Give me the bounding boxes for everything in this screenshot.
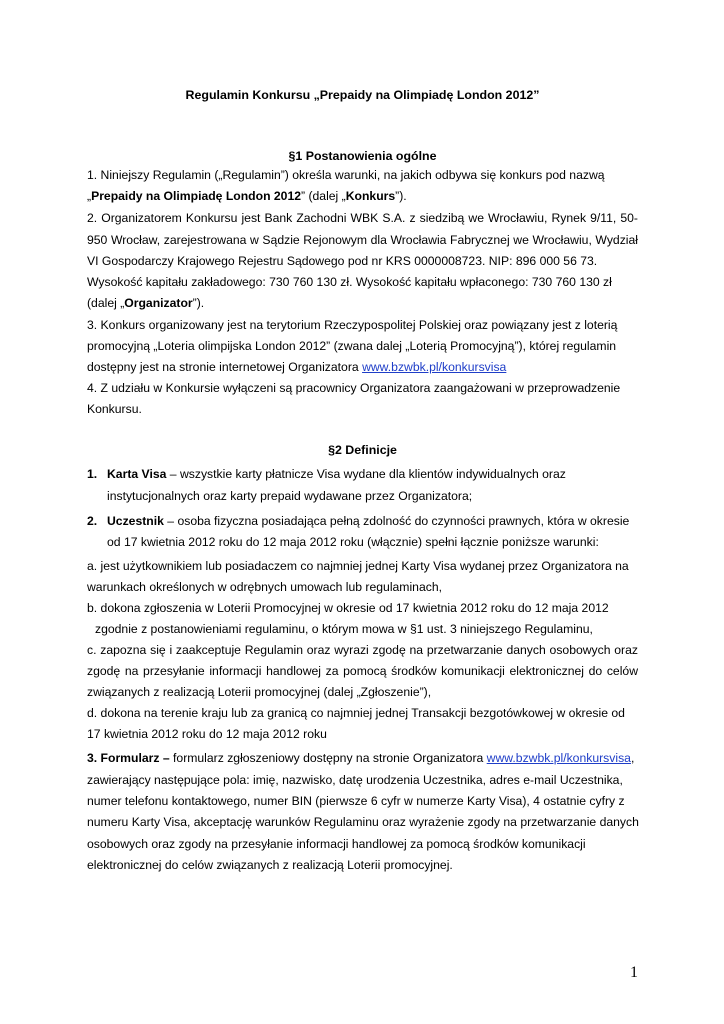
s2-b-line2: zgodnie z postanowieniami regulaminu, o którym mowa w §1 ust. 3 niniejszego Regulaminu,	[95, 622, 593, 636]
s1-p3-line3: dostępny jest na stronie internetowej Organizatora www.bzwbk.pl/konkursvisa	[87, 360, 507, 374]
section-1-heading: §1 Postanowienia ogólne	[288, 149, 437, 163]
s1-p1-line1: 1. Niniejszy Regulamin („Regulamin”) określa warunki, na jakich odbywa się konkurs pod nazwą	[87, 168, 605, 182]
s2-def3-line5: osobowych oraz zgody na przesyłanie informacji handlowej za pomocą środków komunikacji	[87, 837, 586, 851]
s1-p2-line4: Wysokość kapitału zakładowego: 730 760 130 zł. Wysokość kapitału wpłaconego: 730 760 130 zł	[87, 275, 612, 289]
s2-def1-line2: instytucjonalnych oraz karty prepaid wydawane przez Organizatora;	[107, 489, 473, 503]
s2-a-line1: a. jest użytkownikiem lub posiadaczem co najmniej jednej Karty Visa wydanej przez Organizatora na	[87, 559, 629, 573]
s2-def3-line3: numer telefonu kontaktowego, numer BIN (pierwsze 6 cyfr w numerze Karty Visa), 4 ostatnie cyfry z	[87, 794, 625, 808]
konkursvisa-link[interactable]: www.bzwbk.pl/konkursvisa	[362, 360, 507, 374]
s2-d-line2: 17 kwietnia 2012 roku do 12 maja 2012 roku	[87, 727, 327, 741]
s2-b-line1: b. dokona zgłoszenia w Loterii Promocyjnej w okresie od 17 kwietnia 2012 roku do 12 maja 2012	[87, 601, 609, 615]
s1-p3-line2: promocyjną „Loteria olimpijska London 2012” (zwana dalej „Loterią Promocyjną”), której regulamin	[87, 339, 617, 353]
s2-c-line3: związanych z realizacją Loterii promocyjnej (dalej „Zgłoszenie”),	[87, 685, 432, 699]
s2-c-line2: zgodę na przesyłanie informacji handlowej za pomocą środków komunikacji elektronicznej do celów	[87, 664, 638, 678]
konkursvisa-link-2[interactable]: www.bzwbk.pl/konkursvisa	[486, 751, 631, 765]
s2-c-line1: c. zapozna się i zaakceptuje Regulamin oraz wyrazi zgodę na przetwarzanie danych osobowych oraz	[87, 643, 638, 657]
s1-p4-line2: Konkursu.	[87, 402, 142, 416]
s2-def3-line1: 3. Formularz – formularz zgłoszeniowy dostępny na stronie Organizatora www.bzwbk.pl/konkursvisa,	[87, 751, 635, 765]
s1-p3-line1: 3. Konkurs organizowany jest na terytorium Rzeczypospolitej Polskiej oraz powiązany jest z loterią	[87, 318, 618, 332]
s2-def3-line2: zawierający następujące pola: imię, nazwisko, datę urodzenia Uczestnika, adres e-mail Uczestnika,	[87, 773, 623, 787]
s1-p2-line1: 2. Organizatorem Konkursu jest Bank Zachodni WBK S.A. z siedzibą we Wrocławiu, Rynek 9/11, 50-	[87, 211, 638, 225]
s2-def2-line2: od 17 kwietnia 2012 roku do 12 maja 2012 roku (włącznie) spełni łącznie poniższe warunki:	[107, 535, 599, 549]
s2-def2-num: 2.	[87, 514, 98, 528]
s1-p2-line3: VI Gospodarczy Krajowego Rejestru Sądowego pod nr KRS 0000008723. NIP: 896 000 56 73.	[87, 254, 598, 268]
s1-p2-line5: (dalej „Organizator”).	[87, 296, 205, 310]
page-number: 1	[630, 964, 638, 981]
s1-p1-line2: „Prepaidy na Olimpiadę London 2012” (dalej „Konkurs”).	[87, 189, 407, 203]
s2-def3-line6: elektronicznej do celów związanych z realizacją Loterii promocyjnej.	[87, 858, 453, 872]
s2-def3-line4: numeru Karty Visa, akceptację warunków Regulaminu oraz wyrażenie zgody na przetwarzanie danych	[87, 815, 639, 829]
section-2-heading: §2 Definicje	[328, 443, 397, 457]
s2-def1-text1: Karta Visa – wszystkie karty płatnicze Visa wydane dla klientów indywidualnych oraz	[107, 467, 566, 481]
s1-p2-line2: 950 Wrocław, zarejestrowana w Sądzie Rejonowym dla Wrocławia Fabrycznej we Wrocławiu, Wydział	[87, 233, 638, 247]
s2-def2-text1: Uczestnik – osoba fizyczna posiadająca pełną zdolność do czynności prawnych, która w okresie	[107, 514, 630, 528]
document-title: Regulamin Konkursu „Prepaidy na Olimpiadę London 2012”	[185, 88, 540, 102]
s2-d-line1: d. dokona na terenie kraju lub za granicą co najmniej jednej Transakcji bezgotówkowej w okresie od	[87, 706, 625, 720]
s2-def1-line1: 1.	[87, 467, 98, 481]
s2-a-line2: warunkach określonych w odrębnych umowach lub regulaminach,	[87, 580, 442, 594]
s1-p4-line1: 4. Z udziału w Konkursie wyłączeni są pracownicy Organizatora zaangażowani w przeprowadzenie	[87, 381, 621, 395]
